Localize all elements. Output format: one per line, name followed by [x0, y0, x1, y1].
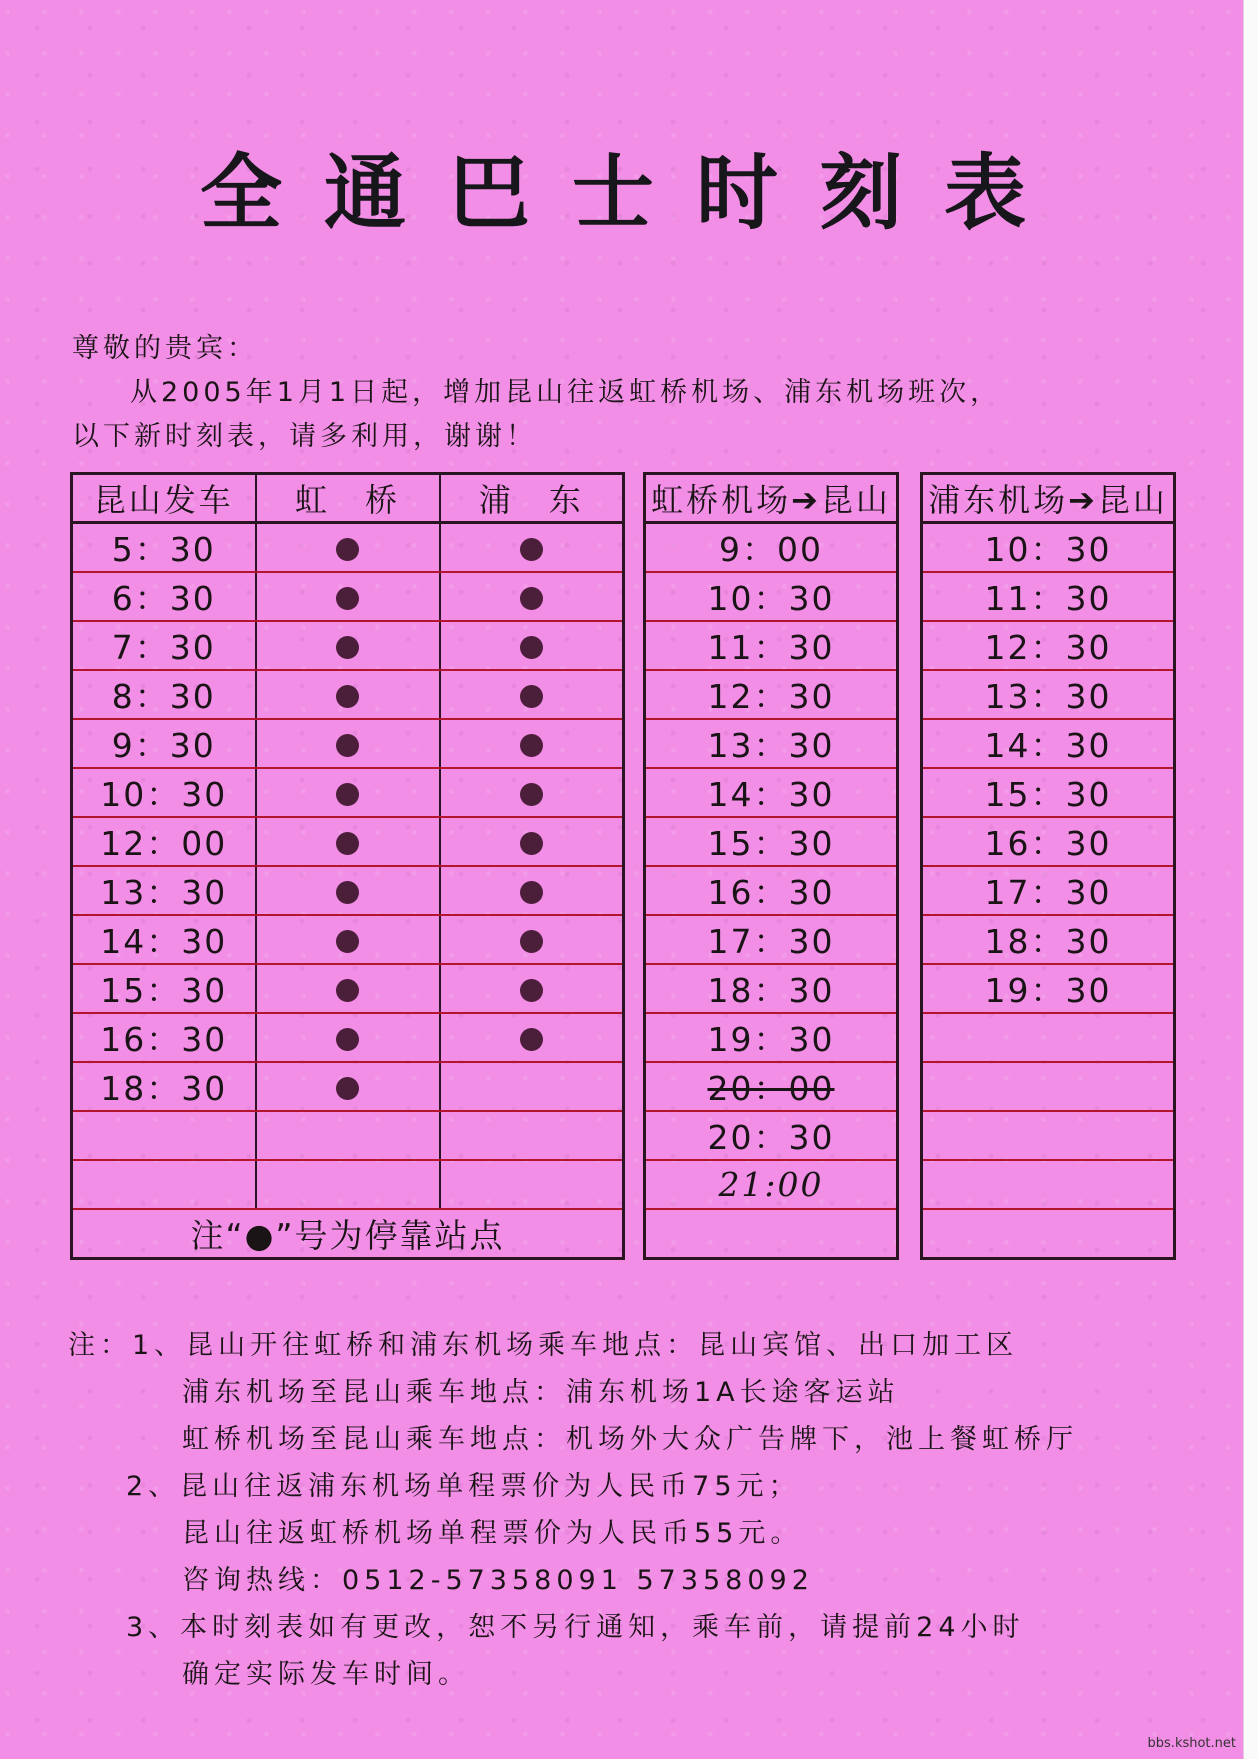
- pudong-departure-time: 18：30: [922, 915, 1175, 964]
- hongqiao-departure-time: 13：30: [645, 719, 898, 768]
- hongqiao-departure-time: 14：30: [645, 768, 898, 817]
- table-row: [922, 523, 1175, 573]
- stop-dot-icon: [520, 930, 543, 953]
- table-row: [645, 1209, 898, 1259]
- stop-dot-icon: [336, 1077, 359, 1100]
- pudong-stop-cell: [440, 523, 624, 573]
- hongqiao-departure-time: 17：30: [645, 915, 898, 964]
- table-row: [72, 817, 624, 866]
- departure-time: 12：00: [72, 817, 256, 866]
- note-2-fare-hongqiao: 昆山往返虹桥机场单程票价为人民币55元。: [182, 1518, 803, 1549]
- table-row: [645, 866, 898, 915]
- note-2-hotline: 咨询热线：0512-57358091 57358092: [182, 1565, 814, 1596]
- stop-dot-icon: [520, 783, 543, 806]
- table-row: [922, 621, 1175, 670]
- departure-time: 6：30: [72, 572, 256, 621]
- hongqiao-departure-time: 19：30: [645, 1013, 898, 1062]
- table-row: [72, 768, 624, 817]
- hongqiao-stop-cell: [256, 1160, 440, 1209]
- column-header: 浦 东: [440, 474, 624, 523]
- table-row: [922, 1013, 1175, 1062]
- stop-dot-icon: [336, 538, 359, 561]
- table-row: [72, 866, 624, 915]
- stop-dot-icon: [520, 685, 543, 708]
- pudong-departure-time: 16：30: [922, 817, 1175, 866]
- table-row: [72, 964, 624, 1013]
- hongqiao-stop-cell: [256, 621, 440, 670]
- departure-time: 10：30: [72, 768, 256, 817]
- pudong-departure-time: 11：30: [922, 572, 1175, 621]
- table-row: [922, 1209, 1175, 1259]
- stop-dot-icon: [520, 734, 543, 757]
- stop-dot-icon: [336, 685, 359, 708]
- pudong-stop-cell: [440, 915, 624, 964]
- table-row: [72, 915, 624, 964]
- stop-dot-icon: [336, 1028, 359, 1051]
- column-header: 浦东机场➔昆山: [922, 474, 1175, 523]
- table-row: [72, 1062, 624, 1111]
- hongqiao-departure-time: 20：00: [645, 1062, 898, 1111]
- pudong-stop-cell: [440, 768, 624, 817]
- pudong-departure-time: 19：30: [922, 964, 1175, 1013]
- hongqiao-departure-time: [645, 1209, 898, 1259]
- intro-line-2: 以下新时刻表，请多利用，谢谢！: [72, 421, 537, 452]
- stop-dot-icon: [336, 881, 359, 904]
- hongqiao-departure-time: 15：30: [645, 817, 898, 866]
- table-row: [645, 1062, 898, 1111]
- table-row: [922, 964, 1175, 1013]
- pudong-departure-time: 15：30: [922, 768, 1175, 817]
- table-row: [645, 621, 898, 670]
- pudong-stop-cell: [440, 670, 624, 719]
- table-row: [922, 817, 1175, 866]
- pudong-stop-cell: [440, 1062, 624, 1111]
- kunshan-departure-table: [70, 472, 625, 1260]
- table-row: [645, 572, 898, 621]
- column-header: 昆山发车: [72, 474, 256, 523]
- hongqiao-stop-cell: [256, 817, 440, 866]
- table-row: [645, 1160, 898, 1209]
- table-row: [72, 719, 624, 768]
- column-header: 虹 桥: [256, 474, 440, 523]
- table-header-row: [922, 474, 1175, 523]
- departure-time: 16：30: [72, 1013, 256, 1062]
- pudong-stop-cell: [440, 817, 624, 866]
- table-row: [645, 719, 898, 768]
- departure-time: 13：30: [72, 866, 256, 915]
- table-row: [72, 572, 624, 621]
- stop-dot-icon: [336, 930, 359, 953]
- hongqiao-departure-time: 18：30: [645, 964, 898, 1013]
- stop-legend: 注“●”号为停靠站点: [72, 1209, 624, 1259]
- hongqiao-to-kunshan-table: [643, 472, 899, 1260]
- table-row: [922, 915, 1175, 964]
- pudong-departure-time: [922, 1111, 1175, 1160]
- pudong-departure-time: 12：30: [922, 621, 1175, 670]
- table-row: [72, 523, 624, 573]
- page-title: 全通巴士时刻表: [200, 145, 1069, 241]
- pudong-departure-time: [922, 1160, 1175, 1209]
- pudong-stop-cell: [440, 866, 624, 915]
- hongqiao-stop-cell: [256, 572, 440, 621]
- table-row: [645, 1111, 898, 1160]
- note-1-boarding-kunshan: 注：1、昆山开往虹桥和浦东机场乘车地点：昆山宾馆、出口加工区: [68, 1330, 1019, 1361]
- stop-dot-icon: [520, 1028, 543, 1051]
- departure-time: [72, 1160, 256, 1209]
- scan-edge: [1243, 0, 1258, 1759]
- pudong-departure-time: [922, 1013, 1175, 1062]
- hongqiao-departure-time: 11：30: [645, 621, 898, 670]
- stop-dot-icon: [336, 636, 359, 659]
- table-row: [72, 1160, 624, 1209]
- table-row: [922, 1111, 1175, 1160]
- pudong-stop-cell: [440, 1160, 624, 1209]
- pudong-stop-cell: [440, 1013, 624, 1062]
- table-row: [922, 1160, 1175, 1209]
- note-2-fare-pudong: 2、昆山往返浦东机场单程票价为人民币75元；: [126, 1471, 801, 1502]
- table-row: [922, 768, 1175, 817]
- stop-dot-icon: [520, 881, 543, 904]
- departure-time: [72, 1111, 256, 1160]
- departure-time: 8：30: [72, 670, 256, 719]
- pudong-stop-cell: [440, 1111, 624, 1160]
- hongqiao-stop-cell: [256, 866, 440, 915]
- pudong-stop-cell: [440, 719, 624, 768]
- departure-time: 9：30: [72, 719, 256, 768]
- hongqiao-stop-cell: [256, 523, 440, 573]
- table-row: [922, 719, 1175, 768]
- stop-dot-icon: [336, 587, 359, 610]
- note-3-confirm-time: 确定实际发车时间。: [182, 1659, 470, 1690]
- pudong-stop-cell: [440, 572, 624, 621]
- table-row: [72, 1013, 624, 1062]
- departure-time: 14：30: [72, 915, 256, 964]
- departure-time: 18：30: [72, 1062, 256, 1111]
- intro-line-1: 从2005年1月1日起，增加昆山往返虹桥机场、浦东机场班次，: [130, 377, 1002, 408]
- departure-time: 5：30: [72, 523, 256, 573]
- stop-dot-icon: [336, 832, 359, 855]
- legend-row: [72, 1209, 624, 1259]
- pudong-departure-time: 13：30: [922, 670, 1175, 719]
- hongqiao-stop-cell: [256, 768, 440, 817]
- note-1-boarding-hongqiao: 虹桥机场至昆山乘车地点：机场外大众广告牌下，池上餐虹桥厅: [182, 1424, 1078, 1455]
- note-1-boarding-pudong: 浦东机场至昆山乘车地点：浦东机场1A长途客运站: [182, 1377, 900, 1408]
- hongqiao-departure-time: 16：30: [645, 866, 898, 915]
- pudong-to-kunshan-table: [920, 472, 1176, 1260]
- table-row: [645, 670, 898, 719]
- stop-dot-icon: [520, 538, 543, 561]
- hongqiao-stop-cell: [256, 719, 440, 768]
- note-3-schedule-change: 3、本时刻表如有更改，恕不另行通知，乘车前，请提前24小时: [126, 1612, 1025, 1643]
- table-header-row: [645, 474, 898, 523]
- table-row: [72, 1111, 624, 1160]
- table-row: [645, 768, 898, 817]
- table-row: [645, 915, 898, 964]
- hongqiao-departure-time: 10：30: [645, 572, 898, 621]
- table-row: [645, 1013, 898, 1062]
- hongqiao-departure-time: 21:00: [645, 1160, 898, 1209]
- hongqiao-stop-cell: [256, 1013, 440, 1062]
- hongqiao-stop-cell: [256, 670, 440, 719]
- departure-time: 7：30: [72, 621, 256, 670]
- hongqiao-departure-time: 9：00: [645, 523, 898, 573]
- watermark: bbs.kshot.net: [1147, 1736, 1236, 1751]
- pudong-departure-time: 17：30: [922, 866, 1175, 915]
- table-row: [922, 1062, 1175, 1111]
- stop-dot-icon: [520, 636, 543, 659]
- table-row: [922, 866, 1175, 915]
- hongqiao-stop-cell: [256, 1111, 440, 1160]
- pudong-departure-time: [922, 1062, 1175, 1111]
- table-row: [72, 670, 624, 719]
- table-row: [645, 964, 898, 1013]
- hongqiao-departure-time: 20：30: [645, 1111, 898, 1160]
- stop-dot-icon: [520, 832, 543, 855]
- pudong-stop-cell: [440, 964, 624, 1013]
- hongqiao-departure-time: 12：30: [645, 670, 898, 719]
- table-row: [922, 670, 1175, 719]
- pudong-stop-cell: [440, 621, 624, 670]
- table-row: [645, 523, 898, 573]
- greeting: 尊敬的贵宾：: [72, 333, 258, 364]
- pudong-departure-time: [922, 1209, 1175, 1259]
- table-row: [645, 817, 898, 866]
- departure-time: 15：30: [72, 964, 256, 1013]
- stop-dot-icon: [520, 587, 543, 610]
- table-row: [72, 621, 624, 670]
- notes-section: [68, 1322, 1078, 1698]
- stop-dot-icon: [520, 979, 543, 1002]
- table-row: [922, 572, 1175, 621]
- stop-dot-icon: [336, 783, 359, 806]
- hongqiao-stop-cell: [256, 915, 440, 964]
- pudong-departure-time: 14：30: [922, 719, 1175, 768]
- stop-dot-icon: [336, 979, 359, 1002]
- column-header: 虹桥机场➔昆山: [645, 474, 898, 523]
- hongqiao-stop-cell: [256, 964, 440, 1013]
- table-header-row: [72, 474, 624, 523]
- stop-dot-icon: [336, 734, 359, 757]
- hongqiao-stop-cell: [256, 1062, 440, 1111]
- pudong-departure-time: 10：30: [922, 523, 1175, 573]
